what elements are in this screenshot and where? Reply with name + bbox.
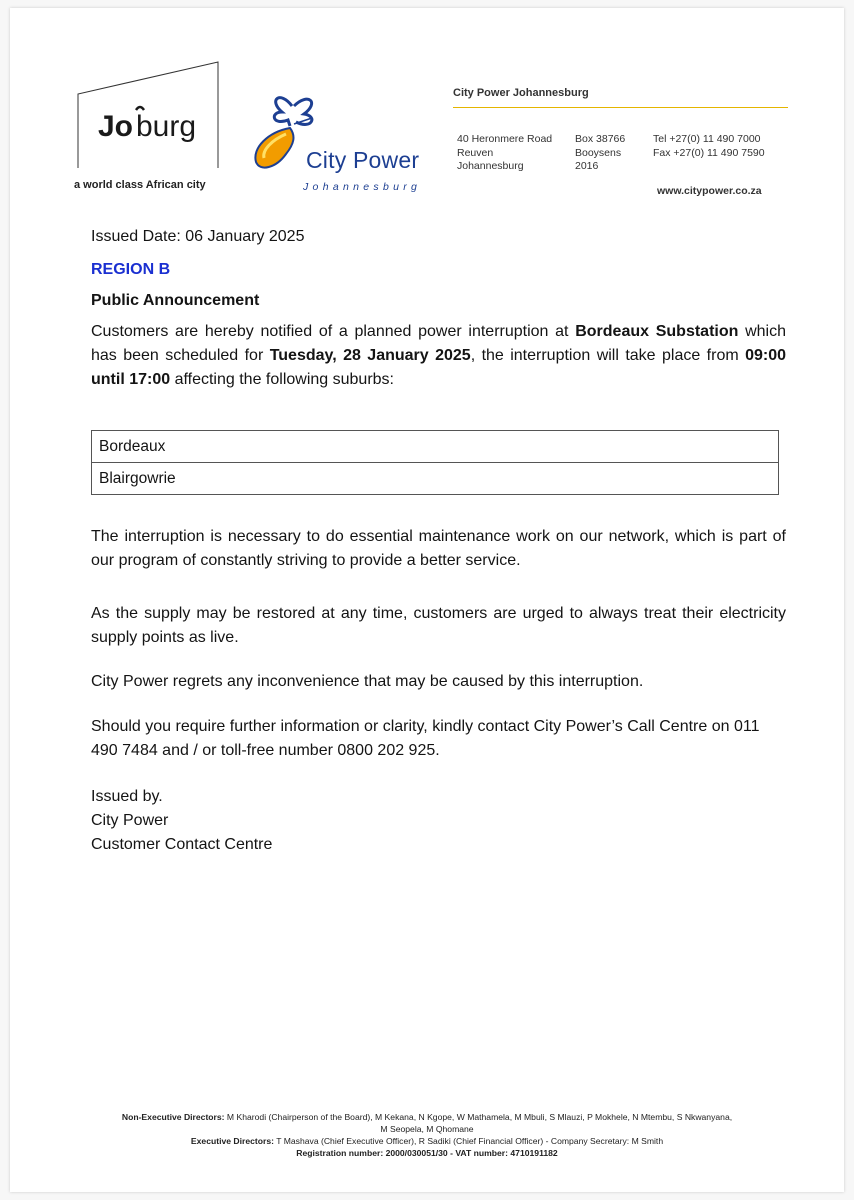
joburg-logo: [76, 60, 224, 170]
company-title: City Power Johannesburg: [453, 87, 589, 99]
postal-address: Box 38766 Booysens 2016: [575, 133, 626, 172]
suburbs-table: [91, 430, 779, 495]
maintenance-paragraph: The interruption is necessary to do essential maintenance work on our network, which is part of our program of constantly striving to provide a better service.: [91, 528, 786, 569]
exec-directors: Executive Directors: T Mashava (Chief Executive Officer), R Sadiki (Chief Financial Officer) - Company Secretary: M Smith: [190, 1136, 664, 1146]
city-power-wordmark: City Power: [306, 147, 420, 173]
intro-paragraph: Customers are hereby notified of a planned power interruption at Bordeaux Substation which has been scheduled for Tuesday, 28 January 2025, the interruption will take place from 09:00 until 17:00 affecting the following suburbs:: [91, 323, 787, 388]
suburb-cell: Bordeaux: [92, 431, 779, 463]
street-address: 40 Heronmere Road Reuven Johannesburg: [457, 133, 553, 172]
signoff: Issued by. City Power Customer Contact Centre: [91, 788, 273, 853]
region-heading: REGION B: [91, 261, 171, 278]
announcement-heading: Public Announcement: [91, 292, 260, 309]
joburg-tagline: a world class African city: [74, 179, 206, 191]
registration-info: Registration number: 2000/030051/30 - VAT number: 4710191182: [296, 1148, 558, 1158]
safety-paragraph: As the supply may be restored at any time, customers are urged to always treat their electricity supply points as live.: [91, 605, 786, 646]
table-row: [92, 463, 779, 495]
issued-date: Issued Date: 06 January 2025: [91, 228, 305, 245]
svg-text:burg: burg: [136, 110, 197, 143]
city-power-wordmark-sub: Johannesburg: [303, 181, 422, 193]
nonexec-directors-cont: M Seopela, M Qhomane: [380, 1124, 474, 1134]
suburb-cell: Blairgowrie: [92, 463, 779, 495]
header-rule: [453, 107, 788, 108]
website-link[interactable]: www.citypower.co.za: [657, 185, 762, 197]
table-row: [92, 431, 779, 463]
regret-paragraph: City Power regrets any inconvenience that may be caused by this interruption.: [91, 673, 644, 690]
phone-contacts: Tel +27(0) 11 490 7000 Fax +27(0) 11 490 7590: [653, 133, 765, 159]
nonexec-directors: Non-Executive Directors: M Kharodi (Chairperson of the Board), M Kekana, N Kgope, W Mathamela, M Mbuli, S Mlauzi, P Mokhele, N Mtembu, S Nkwanyana,: [121, 1112, 733, 1122]
substation-name: Bordeaux Substation: [575, 323, 739, 340]
outage-date: Tuesday, 28 January 2025: [269, 347, 471, 364]
contact-paragraph: Should you require further information or clarity, kindly contact City Power’s Call Centre on 011 490 7484 and / or toll-free number 0800 202 925.: [91, 718, 760, 759]
svg-text:Jo: Jo: [98, 110, 134, 143]
document-page: [10, 8, 844, 1192]
outage-time: 09:00 until 17:00: [91, 347, 787, 388]
